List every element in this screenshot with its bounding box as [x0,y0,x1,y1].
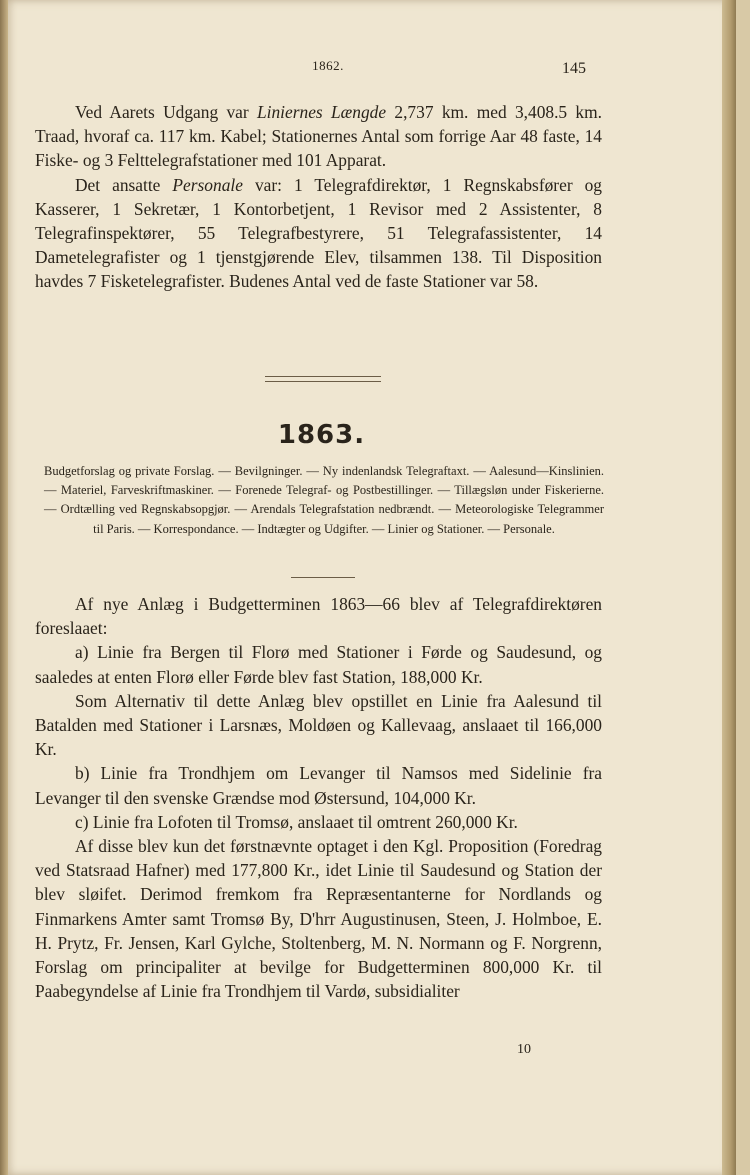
text-block-1863 [35,592,602,1003]
book-spine [0,0,8,1175]
paragraph-personnel: Det ansatte Personale var: 1 Telegrafdirektør, 1 Regnskabsfører og Kasserer, 1 Sekretær, 1 Kontorbetjent, 1 Revisor med 2 Assistenter, 8 Telegrafinspektører, 55 Telegrafbestyrere, 51 Telegrafassistenter, 14 Dametelegrafister og 1 tjenstgjørende Elev, tilsammen 138. Til Disposition havdes 7 Fisketelegrafister. Budenes Antal ved de faste Stationer var 58. [35,174,603,292]
paragraph: Af nye Anlæg i Budgetterminen 1863—66 blev af Telegrafdirektøren foreslaaet: [35,594,602,639]
paragraph: a) Linie fra Bergen til Florø med Stationer i Førde og Saudesund, og saaledes at enten Florø eller Førde blev fast Station, 188,000 Kr. [35,642,602,687]
signature-mark: 10 [517,1042,531,1057]
running-header [8,58,736,82]
section-divider-double [265,376,381,382]
paragraph: c) Linie fra Lofoten til Tromsø, anslaaet til omtrent 260,000 Kr. [75,811,518,832]
text-block-1862 [35,100,602,294]
page-number: 145 [562,60,586,77]
paragraph: Som Alternativ til dette Anlæg blev opstillet en Linie fra Aalesund til Batalden med Stationer i Larsnæs, Moldøen og Kallevaag, anslaaet til 166,000 Kr. [35,690,602,760]
emphasis-lines-length: Liniernes Længde [256,102,387,122]
paragraph-lines: Ved Aarets Udgang var Liniernes Længde 2,737 km. med 3,408.5 km. Traad, hvoraf ca. 117 km. Kabel; Stationernes Antal som forrige Aar 48 faste, 14 Fiske- og 3 Felttelegrafstationer med 101 Apparat. [35,102,603,171]
page-edge [722,0,736,1175]
book-page [8,0,736,1175]
header-year: 1862. [312,58,344,73]
section-summary: Budgetforslag og private Forslag. — Bevilgninger. — Ny indenlandsk Telegraftaxt. — Aalesund—Kinslinien. — Materiel, Farveskriftmaskiner. — Forenede Telegraf- og Postbestillinger. — Tillægsløn under Fiskerierne. — Ordtælling ved Regnskabsopgjør. — Arendals Telegrafstation nedbrændt. — Meteorologiske Telegrammer til Paris. — Korrespondance. — Indtægter og Udgifter. — Linier og Stationer. — Personale. [44,464,604,536]
section-title-1863: 1863. [277,420,366,450]
paragraph: b) Linie fra Trondhjem om Levanger til Namsos med Sidelinie fra Levanger til den svenske Grændse mod Østersund, 104,000 Kr. [35,763,602,808]
paragraph: Af disse blev kun det førstnævnte optaget i den Kgl. Proposition (Foredrag ved Statsraad Hafner) med 177,800 Kr., idet Linie til Saudesund og Station der blev sløifet. Derimod fremkom fra Repræsentanterne for Nordlands og Finmarkens Amter samt Tromsø By, D'hrr Augustinusen, Steen, J. Holmboe, E. H. Prytz, Fr. Jensen, Karl Gylche, Stoltenberg, M. N. Normann og F. Norgrenn, Forslag om principaliter at bevilge for Budgetterminen 800,000 Kr. til Paabegyndelse af Linie fra Trondhjem til Vardø, subsidialiter [35,836,602,1002]
section-divider-single [291,577,355,578]
emphasis-personnel: Personale [172,174,243,195]
